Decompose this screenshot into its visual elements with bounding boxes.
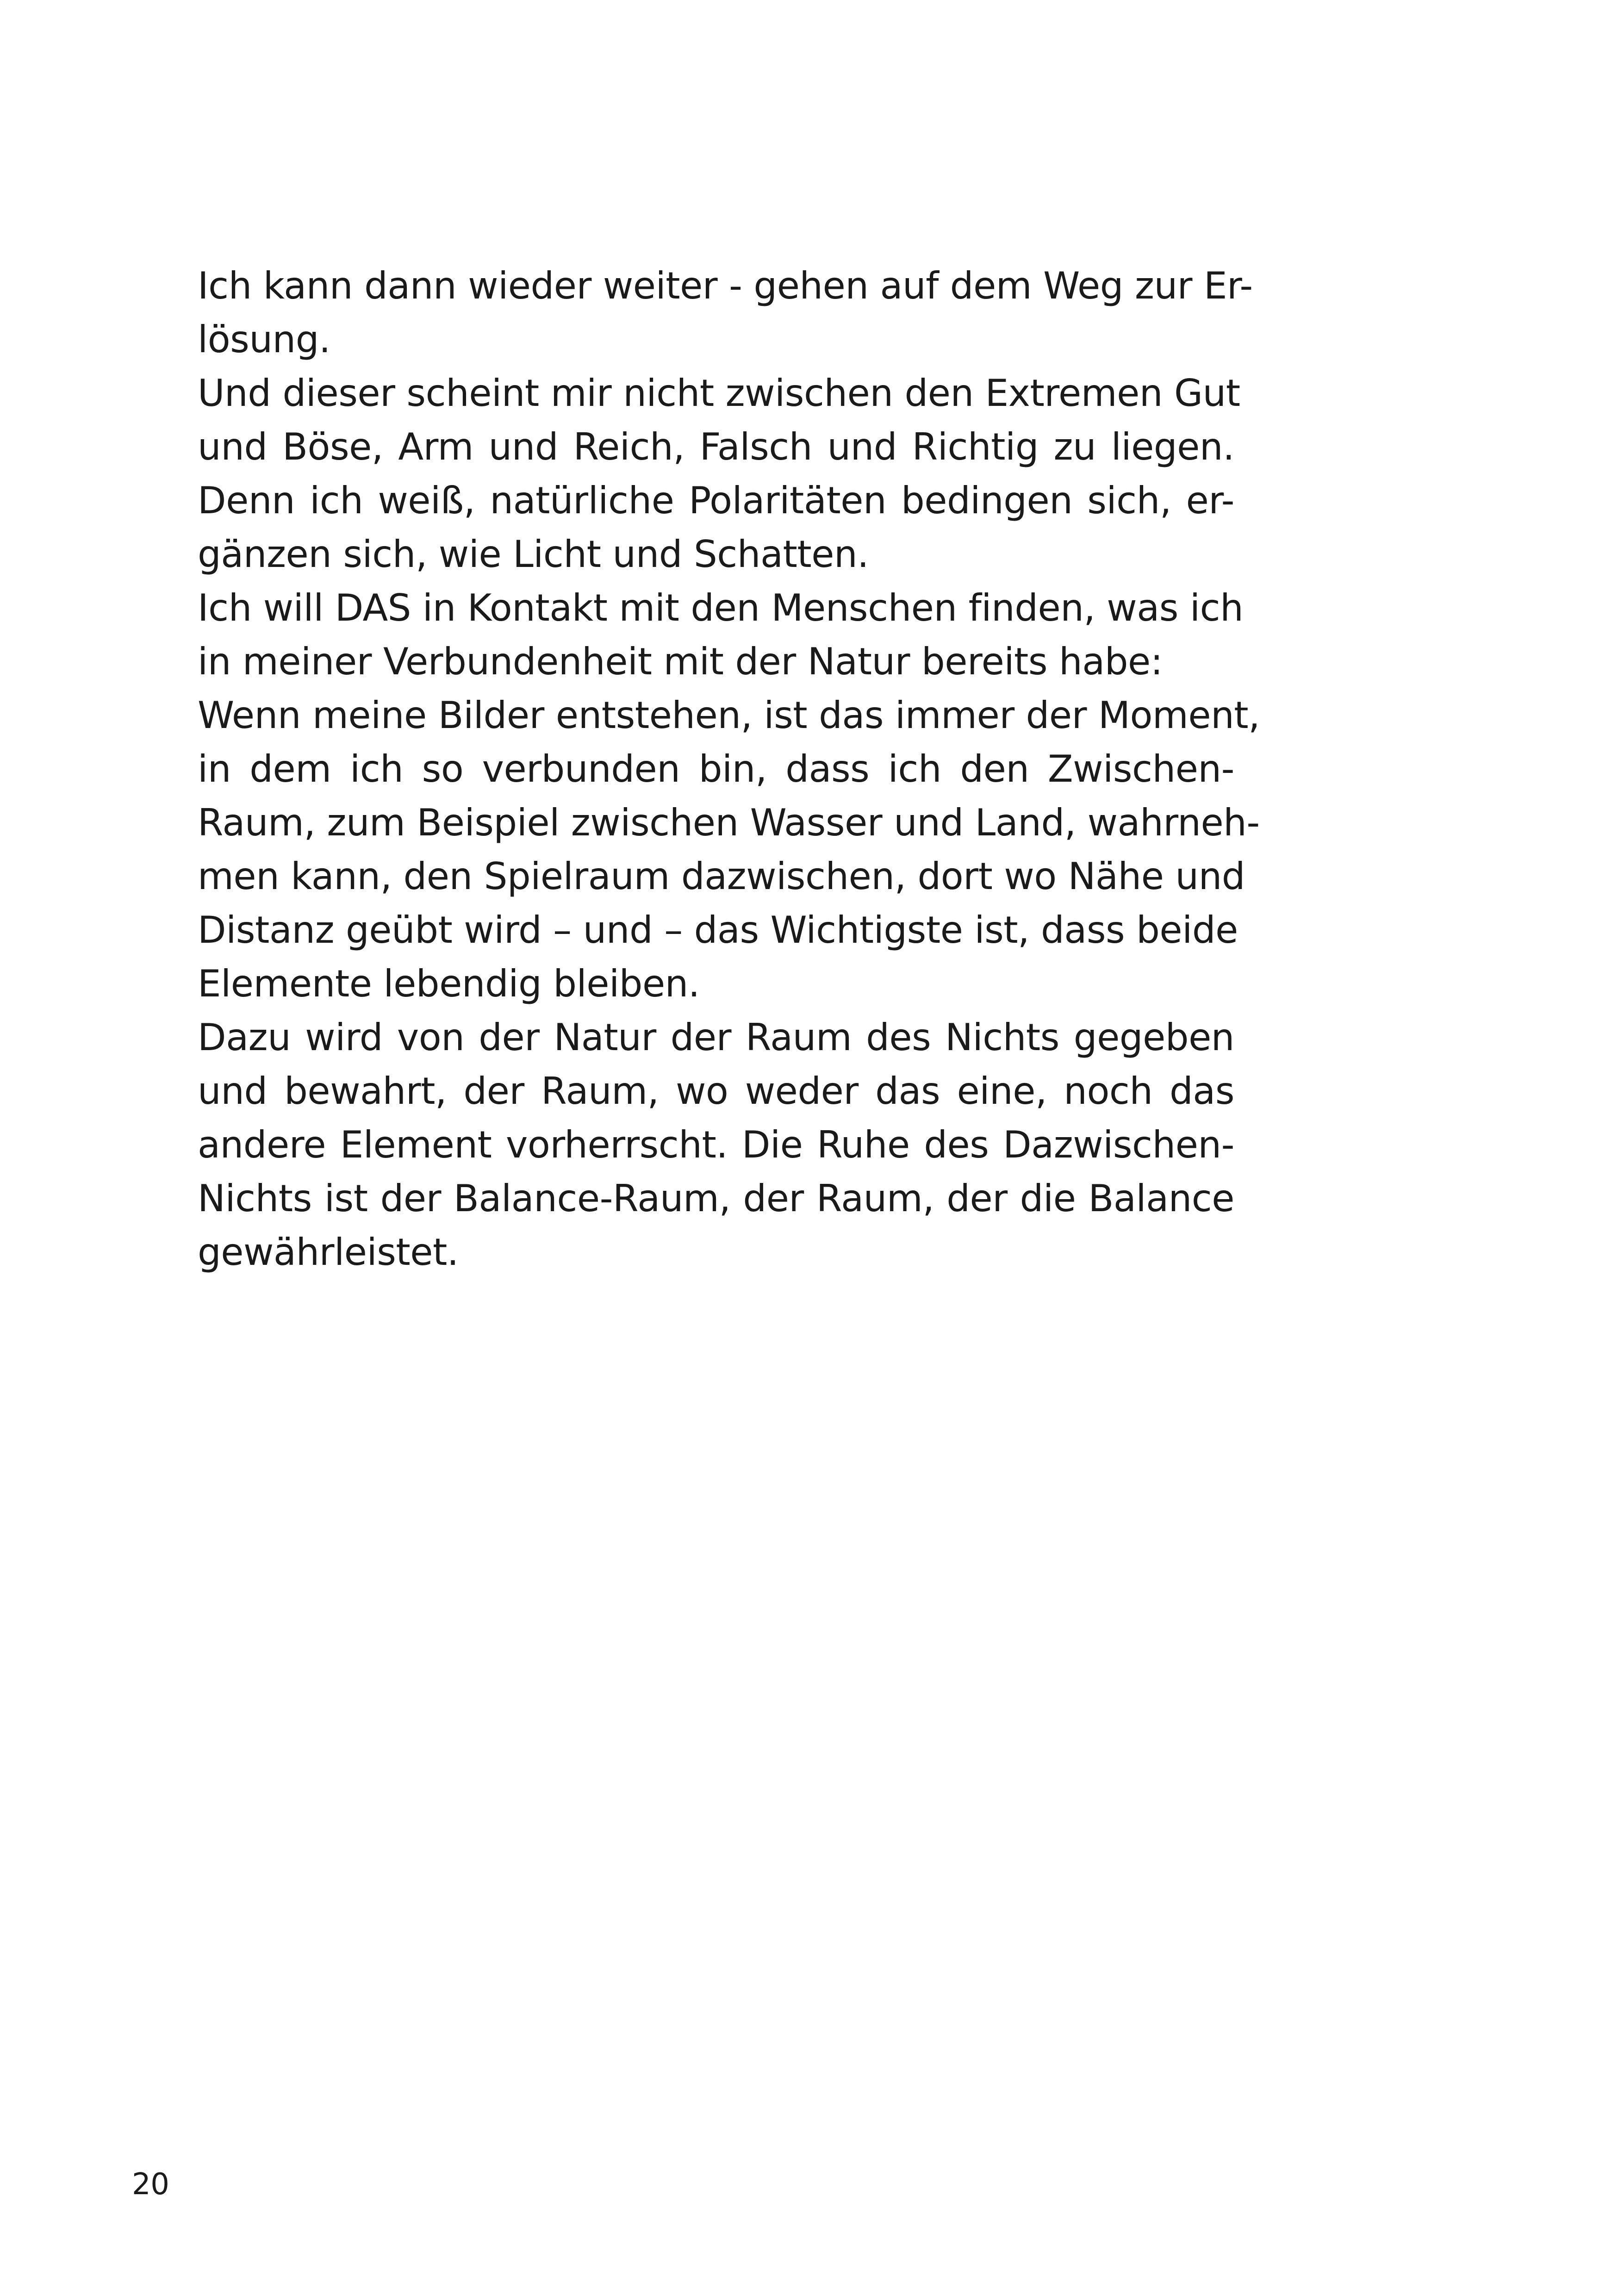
text-line: Und dieser scheint mir nicht zwischen den Extremen Gut [198, 372, 1240, 415]
text-line: Dazu wird von der Natur der Raum des Nichts gegeben [198, 1016, 1234, 1059]
text-line: in meiner Verbundenheit mit der Natur bereits habe: [198, 640, 1163, 683]
text-line: in dem ich so verbunden bin, dass ich den Zwischen- [198, 747, 1234, 790]
text-line: Wenn meine Bilder entstehen, ist das immer der Moment, [198, 694, 1260, 737]
page-number: 20 [132, 2167, 169, 2202]
text-line: lösung. [198, 318, 330, 361]
text-line: Denn ich weiß, natürliche Polaritäten bedingen sich, er- [198, 479, 1234, 522]
text-line: Elemente lebendig bleiben. [198, 962, 700, 1005]
text-line: gewährleistet. [198, 1231, 459, 1274]
text-line: Ich will DAS in Kontakt mit den Menschen finden, was ich [198, 586, 1244, 629]
text-line: Raum, zum Beispiel zwischen Wasser und Land, wahrneh- [198, 801, 1260, 844]
text-line: und bewahrt, der Raum, wo weder das eine, noch das [198, 1070, 1234, 1113]
text-line: gänzen sich, wie Licht und Schatten. [198, 533, 869, 576]
text-line: Distanz geübt wird – und – das Wichtigste ist, dass beide [198, 908, 1238, 952]
text-line: men kann, den Spielraum dazwischen, dort wo Nähe und [198, 855, 1245, 898]
text-line: andere Element vorherrscht. Die Ruhe des Dazwischen- [198, 1123, 1234, 1166]
text-line: und Böse, Arm und Reich, Falsch und Richtig zu liegen. [198, 425, 1234, 468]
text-line: Ich kann dann wieder weiter - gehen auf dem Weg zur Er- [198, 264, 1253, 307]
text-line: Nichts ist der Balance-Raum, der Raum, der die Balance [198, 1177, 1234, 1220]
